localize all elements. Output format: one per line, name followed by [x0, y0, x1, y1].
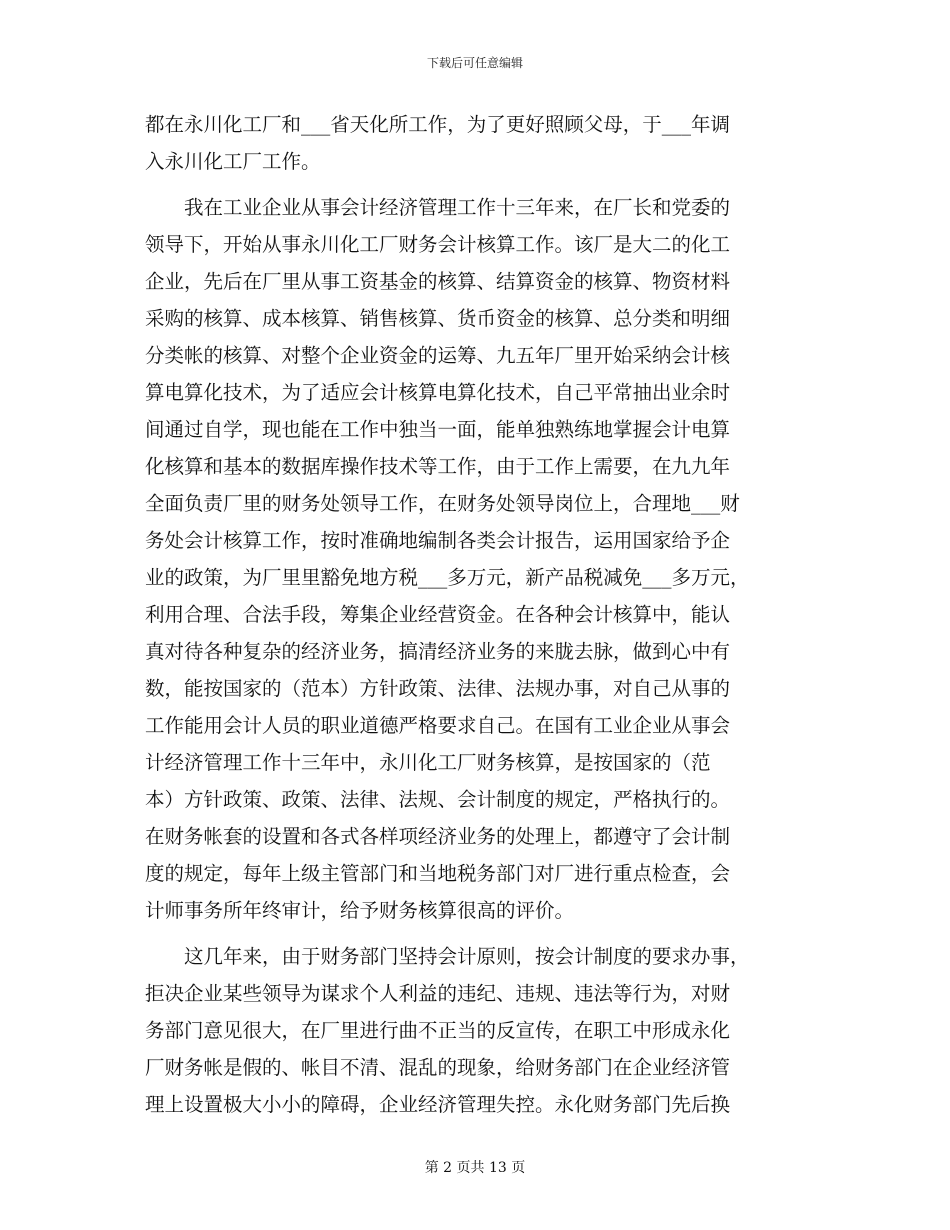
text-line: 务部门意见很大，在厂里进行曲不正当的反宣传，在职工中形成永化: [145, 1019, 731, 1042]
text-line: 计经济管理工作十三年中，永川化工厂财务核算，是按国家的（范: [145, 751, 711, 774]
text-line: 真对待各种复杂的经济业务，搞清经济业务的来胧去脉，做到心中有: [145, 640, 731, 663]
text-line: 化核算和基本的数据库操作技术等工作，由于工作上需要，在九九年: [145, 455, 731, 478]
text-line: 都在永川化工厂和___省天化所工作，为了更好照顾父母，于___年调: [145, 113, 731, 136]
text-line: 理上设置极大小小的障碍，企业经济管理失控。永化财务部门先后换: [145, 1093, 731, 1116]
text-line: 计师事务所年终审计，给予财务核算很高的评价。: [145, 899, 575, 922]
paragraph-2: [145, 189, 807, 929]
text-line: 度的规定，每年上级主管部门和当地税务部门对厂进行重点检查，会: [145, 862, 731, 885]
text-line: 入永川化工厂工作。: [145, 150, 321, 173]
text-line: 利用合理、合法手段，筹集企业经营资金。在各种会计核算中，能认: [145, 603, 731, 626]
paragraph-3: [145, 938, 807, 1123]
text-line: 企业，先后在厂里从事工资基金的核算、结算资金的核算、物资材料: [145, 270, 731, 293]
text-line: 厂财务帐是假的、帐目不清、混乱的现象，给财务部门在企业经济管: [145, 1056, 731, 1079]
text-line: 本）方针政策、政策、法律、法规、会计制度的规定，严格执行的。: [145, 788, 731, 811]
document-body: [145, 106, 807, 1123]
text-line: 业的政策，为厂里里豁免地方税___多万元，新产品税减免___多万元，: [145, 566, 750, 589]
text-line: 这几年来，由于财务部门坚持会计原则，按会计制度的要求办事，: [145, 945, 750, 968]
text-line: 算电算化技术，为了适应会计核算电算化技术，自己平常抽出业余时: [145, 381, 731, 404]
text-line: 数，能按国家的（范本）方针政策、法律、法规办事，对自己从事的: [145, 677, 731, 700]
paragraph-1: [145, 106, 807, 180]
text-line: 领导下，开始从事永川化工厂财务会计核算工作。该厂是大二的化工: [145, 233, 731, 256]
text-line: 采购的核算、成本核算、销售核算、货币资金的核算、总分类和明细: [145, 307, 731, 330]
text-line: 工作能用会计人员的职业道德严格要求自己。在国有工业企业从事会: [145, 714, 731, 737]
page-header: 下载后可任意编辑: [426, 56, 523, 70]
text-line: 全面负责厂里的财务处领导工作，在财务处领导岗位上，合理地___财: [145, 492, 740, 515]
text-line: 在财务帐套的设置和各式各样项经济业务的处理上，都遵守了会计制: [145, 825, 731, 848]
text-line: 间通过自学，现也能在工作中独当一面，能单独熟练地掌握会计电算: [145, 418, 731, 441]
text-line: 务处会计核算工作，按时准确地编制各类会计报告，运用国家给予企: [145, 529, 731, 552]
text-line: 我在工业企业从事会计经济管理工作十三年来，在厂长和党委的: [145, 196, 731, 219]
text-line: 分类帐的核算、对整个企业资金的运筹、九五年厂里开始采纳会计核: [145, 344, 731, 367]
page-number: 第 2 页共 13 页: [424, 1160, 526, 1176]
text-line: 拒决企业某些领导为谋求个人利益的违纪、违规、违法等行为，对财: [145, 982, 731, 1005]
